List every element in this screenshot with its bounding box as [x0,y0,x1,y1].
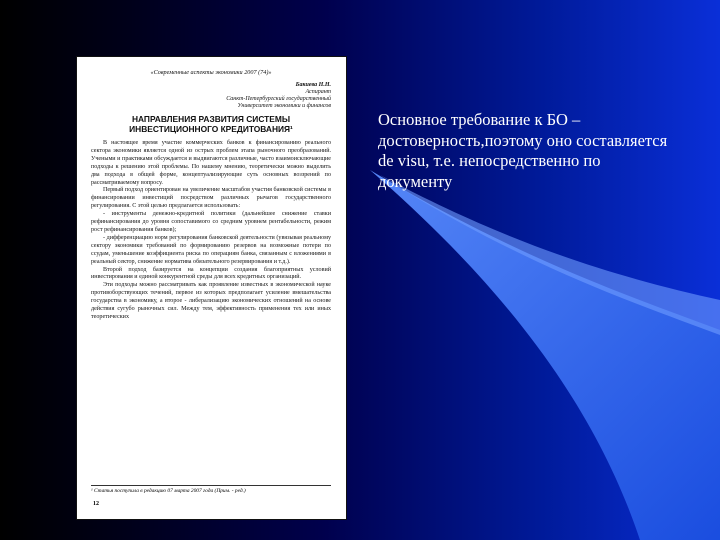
document-paragraph: В настоящее время участие коммерческих банков к финансированию реального сектора экономики является одной из острых проблем этапа рыночного преобразований. Учеными и практиками обсуждается и выдвигаются различные, часто взаимоисключающие подходы к решению этой проблемы. По нашему мнению, теоретически можно выделить два подхода в общей форме, концептуализирующие суть основных воззрений по рассматриваемому вопросу. [91,140,331,186]
document-paragraph: - дифференциацию норм регулирования банковской деятельности (увязывая реальному сектору экономики требований по формированию резервов на возможные потери по ссудам, уменьшение коэффициента риска по операциям банка, связанным с вложениями в реальный сектор, снижение норматива обязательного резервирования и т.д.). [91,234,331,265]
author-block [91,82,331,110]
document-header: «Современные аспекты экономики 2007 (74)» [150,69,272,76]
document-paragraph: - инструменты денежно-кредитной политики (дальнейшее снижение ставки рефинансирования до уровня сопоставимого со средним уровнем рентабельности, режим рост рефинансирования банков); [91,211,331,233]
author-name: Бакиева Н.Н. [295,82,331,88]
document-paragraph: Эти подходы можно рассматривать как проявление известных в экономической науке противоборствующих течений, первое из которых предполагает усиление вмешательства государства в экономику, а второе - либерализацию экономических отношений на основе действия сугубо рыночных сил. Между тем, эффективность применения тех или иных теоретических [91,282,331,320]
author-university: Санкт-Петербургский государственный [226,96,331,102]
document-content [91,69,331,322]
document-title [91,114,331,134]
document-paragraph: Первый подход ориентирован на увеличение масштабов участия банковской системы в финансировании инвестиций посредством различных рычагов государственного регулирования. С этой целью предлагается использовать: [91,187,331,210]
document-title-line-2: ИНВЕСТИЦИОННОГО КРЕДИТОВАНИЯ¹ [129,124,293,134]
author-department: Университет экономики и финансов [237,103,331,109]
document-image [77,57,346,519]
slide-caption: Основное требование к БО – достоверность,поэтому оно составляется de visu, т.е. непосредственно по документу [378,110,668,191]
document-body [91,140,331,322]
document-paragraph: Второй подход базируется на концепции создания благоприятных условий инвестирования и единой конкурентной среды для всех кредитных организаций. [91,266,331,281]
author-position: Аспирант [305,89,331,95]
document-title-line-1: НАПРАВЛЕНИЯ РАЗВИТИЯ СИСТЕМЫ [131,114,291,124]
document-page-number: 12 [93,501,99,507]
document-footnote: ¹ Статья поступила в редакцию 07 марта 2007 года (Прим. - ред.) [91,485,331,494]
